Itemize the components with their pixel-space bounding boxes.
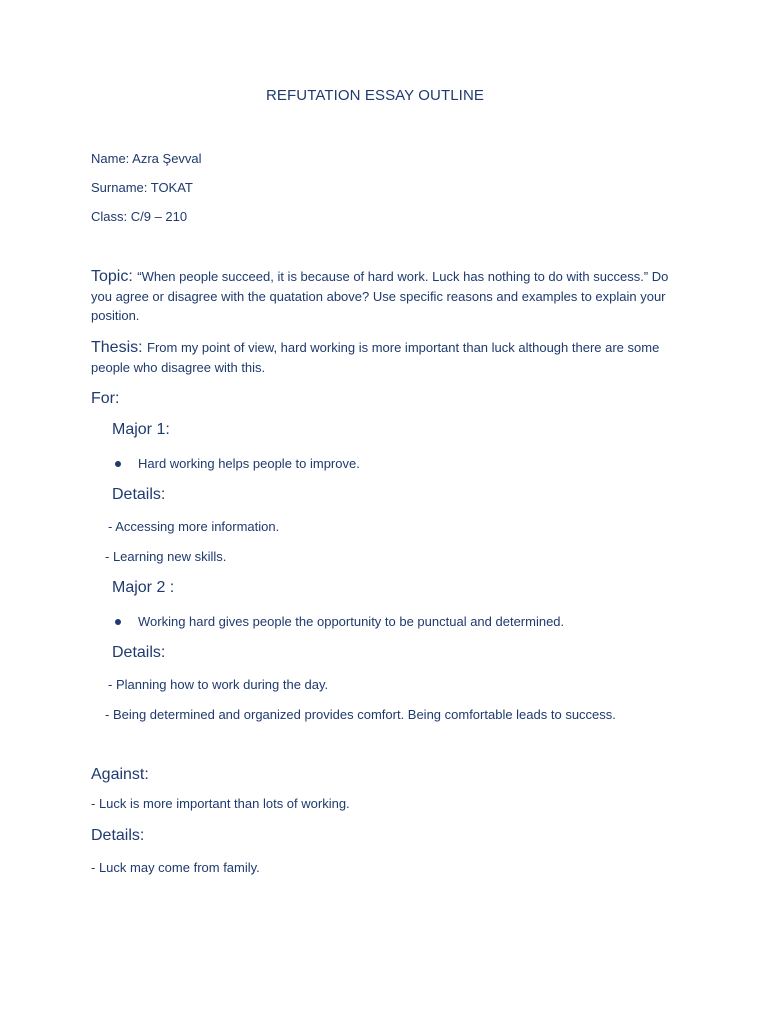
bullet-icon — [115, 461, 121, 467]
student-surname: Surname: TOKAT — [91, 180, 193, 195]
student-name: Name: Azra Şevval — [91, 151, 202, 166]
thesis-text: From my point of view, hard working is more important than luck although there are some people who disagree with this. — [91, 340, 660, 375]
against-heading: Against: — [91, 766, 149, 783]
for-heading: For: — [91, 390, 120, 407]
against-details-heading: Details: — [91, 827, 145, 844]
major1-heading: Major 1: — [112, 421, 170, 438]
major1-detail-2: - Learning new skills. — [105, 549, 227, 564]
major2-heading: Major 2 : — [112, 579, 175, 596]
topic-text: “When people succeed, it is because of hard work. Luck has nothing to do with success.” Do you agree or disagree with the quatation above? Use specific reasons and examples to explain your position. — [91, 269, 669, 323]
against-point: - Luck is more important than lots of working. — [91, 796, 350, 811]
thesis-paragraph — [91, 338, 681, 377]
bullet-icon — [115, 619, 121, 625]
document-title: REFUTATION ESSAY OUTLINE — [266, 87, 484, 104]
major1-details-heading: Details: — [112, 486, 166, 503]
major1-detail-1: - Accessing more information. — [108, 519, 280, 534]
major2-details-heading: Details: — [112, 644, 166, 661]
major2-point: Working hard gives people the opportunity to be punctual and determined. — [138, 614, 565, 629]
major2-detail-1: - Planning how to work during the day. — [108, 677, 329, 692]
major2-detail-2: - Being determined and organized provides comfort. Being comfortable leads to success. — [105, 707, 616, 722]
thesis-label: Thesis: — [91, 339, 148, 356]
student-class: Class: C/9 – 210 — [91, 209, 188, 224]
topic-paragraph — [91, 267, 681, 326]
against-detail-1: - Luck may come from family. — [91, 860, 260, 875]
major1-point: Hard working helps people to improve. — [138, 456, 360, 471]
topic-label: Topic: — [91, 268, 138, 285]
